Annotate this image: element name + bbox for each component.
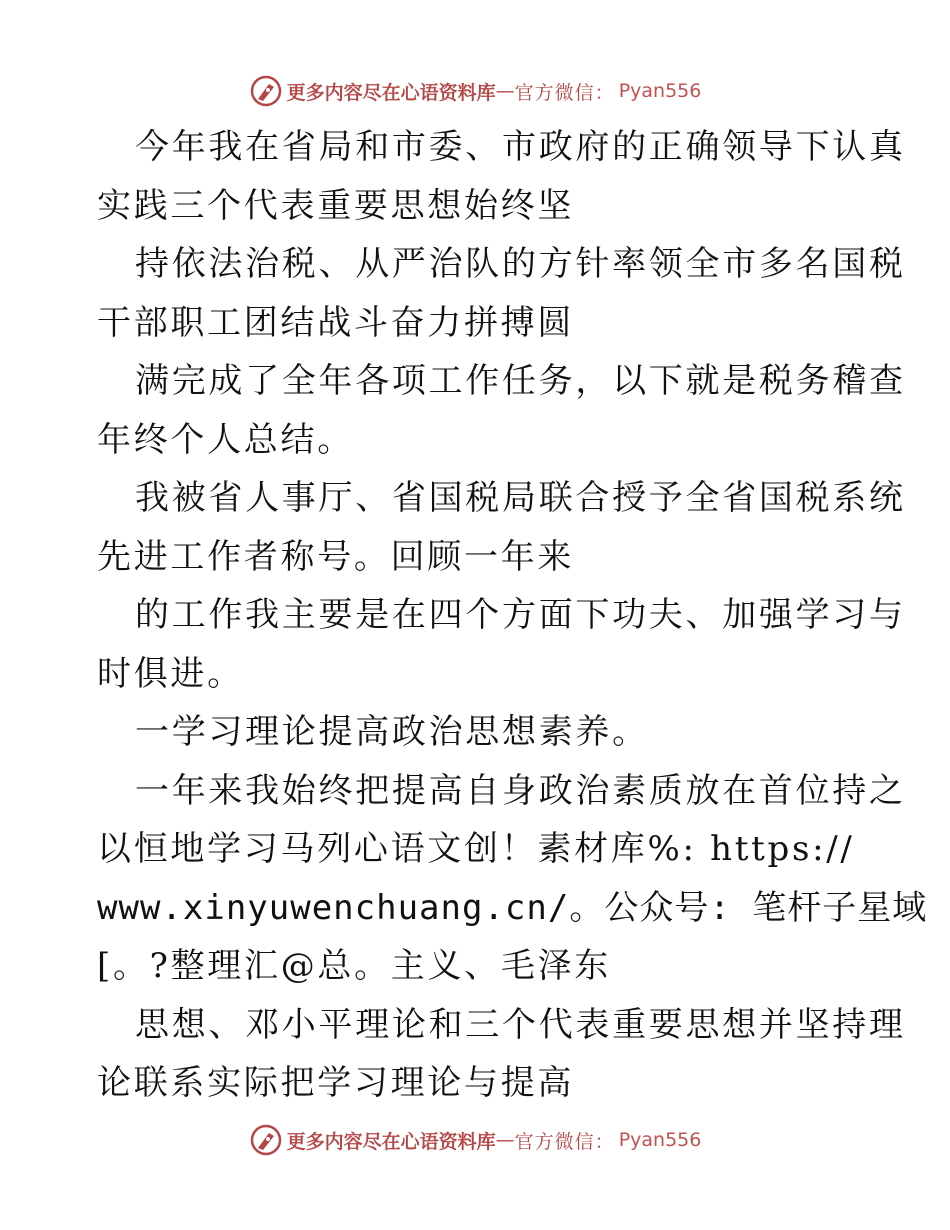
text-line: 持依法治税、从严治队的方针率领全市多名国税 bbox=[135, 244, 906, 284]
text-line: 以恒地学习马列心语文创！素材库%: https:// bbox=[97, 829, 855, 869]
text-line: 今年我在省局和市委、市政府的正确领导下认真 bbox=[135, 127, 906, 167]
text-line: 年终个人总结。 bbox=[97, 419, 354, 460]
pen-nib-circle-icon bbox=[249, 74, 283, 108]
text-line: 时俱进。 bbox=[97, 653, 244, 694]
banner-official-label: 官方微信： bbox=[514, 81, 615, 104]
footer-watermark-banner bbox=[0, 1120, 950, 1160]
pen-nib-circle-icon bbox=[249, 1123, 283, 1157]
banner-official-label: 官方微信： bbox=[514, 1130, 615, 1153]
banner-prefix: 更多内容尽在心语资料库 bbox=[286, 1130, 496, 1153]
text-line: 我被省人事厅、省国税局联合授予全省国税系统 bbox=[135, 478, 906, 518]
banner-wechat-id: Pyan556 bbox=[618, 80, 702, 102]
text-line: 先进工作者称号。回顾一年来 bbox=[97, 536, 575, 577]
text-line: 论联系实际把学习理论与提高 bbox=[97, 1063, 575, 1103]
text-line: 满完成了全年各项工作任务，以下就是税务稽查 bbox=[135, 361, 906, 401]
document-body bbox=[97, 118, 928, 1113]
text-line: 一学习理论提高政治思想素养。 bbox=[135, 712, 649, 752]
text-line: 实践三个代表重要思想始终坚 bbox=[97, 185, 575, 226]
text-line: 干部职工团结战斗奋力拼搏圆 bbox=[97, 302, 575, 343]
banner-dash: — bbox=[495, 1129, 515, 1151]
banner-dash: — bbox=[495, 80, 515, 102]
banner-wechat-id: Pyan556 bbox=[618, 1129, 702, 1151]
text-line: [。?整理汇@总。主义、毛泽东 bbox=[97, 946, 611, 986]
text-line: www.xinyuwenchuang.cn/。公众号: 笔杆子星域 bbox=[97, 887, 928, 928]
header-watermark-banner bbox=[0, 71, 950, 111]
text-line: 一年来我始终把提高自身政治素质放在首位持之 bbox=[135, 770, 906, 811]
text-line: 思想、邓小平理论和三个代表重要思想并坚持理 bbox=[135, 1004, 906, 1045]
banner-prefix: 更多内容尽在心语资料库 bbox=[286, 81, 496, 104]
text-line: 的工作我主要是在四个方面下功夫、加强学习与 bbox=[135, 595, 906, 635]
